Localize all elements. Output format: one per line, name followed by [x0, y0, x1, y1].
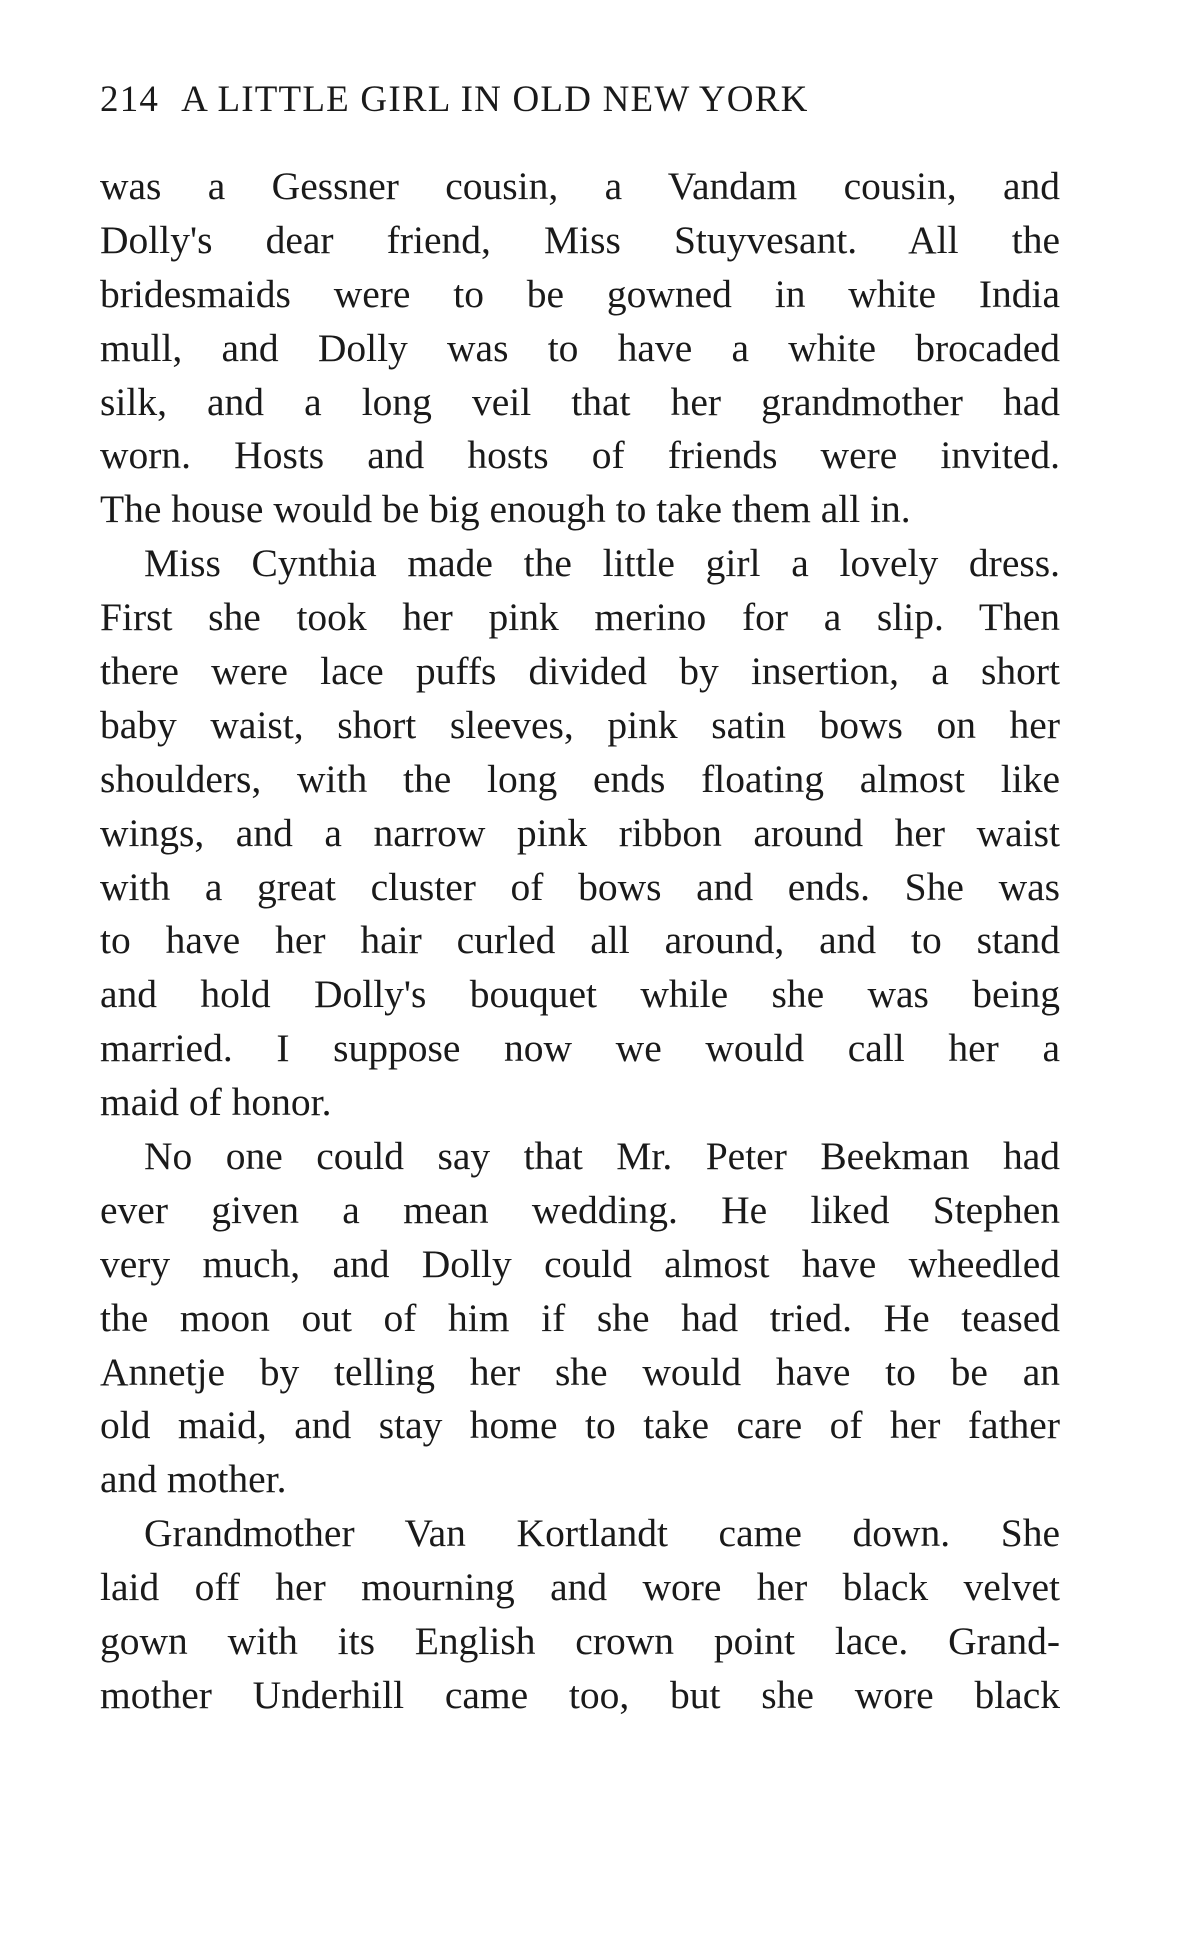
text-line: old maid, and stay home to take care of her father	[100, 1403, 1060, 1448]
paragraph	[100, 1130, 1060, 1507]
text-line: maid of honor.	[100, 1080, 332, 1125]
text-line: No one could say that Mr. Peter Beekman had	[144, 1134, 1060, 1179]
page-number: 214	[100, 79, 160, 120]
text-line: ever given a mean wedding. He liked Stephen	[100, 1187, 1060, 1232]
paragraph	[100, 1507, 1060, 1723]
running-head	[100, 78, 1060, 122]
text-line: very much, and Dolly could almost have wheedled	[100, 1241, 1060, 1286]
text-line: Miss Cynthia made the little girl a lovely dress.	[144, 541, 1060, 586]
text-line: gown with its English crown point lace. Grand-	[100, 1619, 1060, 1664]
paragraph	[100, 537, 1060, 1130]
text-line: shoulders, with the long ends floating almost like	[100, 756, 1060, 801]
text-line: married. I suppose now we would call her a	[100, 1026, 1060, 1071]
text-line: the moon out of him if she had tried. He teased	[100, 1295, 1060, 1340]
text-line: baby waist, short sleeves, pink satin bows on her	[100, 702, 1060, 747]
text-line: and hold Dolly's bouquet while she was being	[100, 972, 1060, 1017]
text-line: bridesmaids were to be gowned in white India	[100, 271, 1060, 316]
book-title: A LITTLE GIRL IN OLD NEW YORK	[181, 79, 809, 120]
text-line: with a great cluster of bows and ends. She was	[100, 864, 1060, 909]
text-line: was a Gessner cousin, a Vandam cousin, and	[100, 164, 1060, 208]
text-line: to have her hair curled all around, and to stand	[100, 918, 1060, 963]
text-line: mother Underhill came too, but she wore black	[100, 1672, 1060, 1717]
text-line: Annetje by telling her she would have to be an	[100, 1349, 1060, 1394]
text-line: there were lace puffs divided by insertion, a short	[100, 649, 1060, 694]
text-line: silk, and a long veil that her grandmother had	[100, 379, 1060, 424]
text-line: The house would be big enough to take them all in.	[100, 487, 911, 532]
paragraph	[100, 160, 1060, 537]
text-line: laid off her mourning and wore her black velvet	[100, 1565, 1060, 1610]
text-line: and mother.	[100, 1457, 287, 1502]
text-line: worn. Hosts and hosts of friends were invited.	[100, 433, 1060, 478]
text-line: First she took her pink merino for a slip. Then	[100, 595, 1060, 640]
text-line: wings, and a narrow pink ribbon around her waist	[100, 810, 1060, 855]
body-text	[100, 160, 1060, 1723]
text-line: Dolly's dear friend, Miss Stuyvesant. All the	[100, 217, 1060, 262]
text-line: mull, and Dolly was to have a white brocaded	[100, 325, 1060, 370]
text-line: Grandmother Van Kortlandt came down. She	[144, 1511, 1060, 1556]
